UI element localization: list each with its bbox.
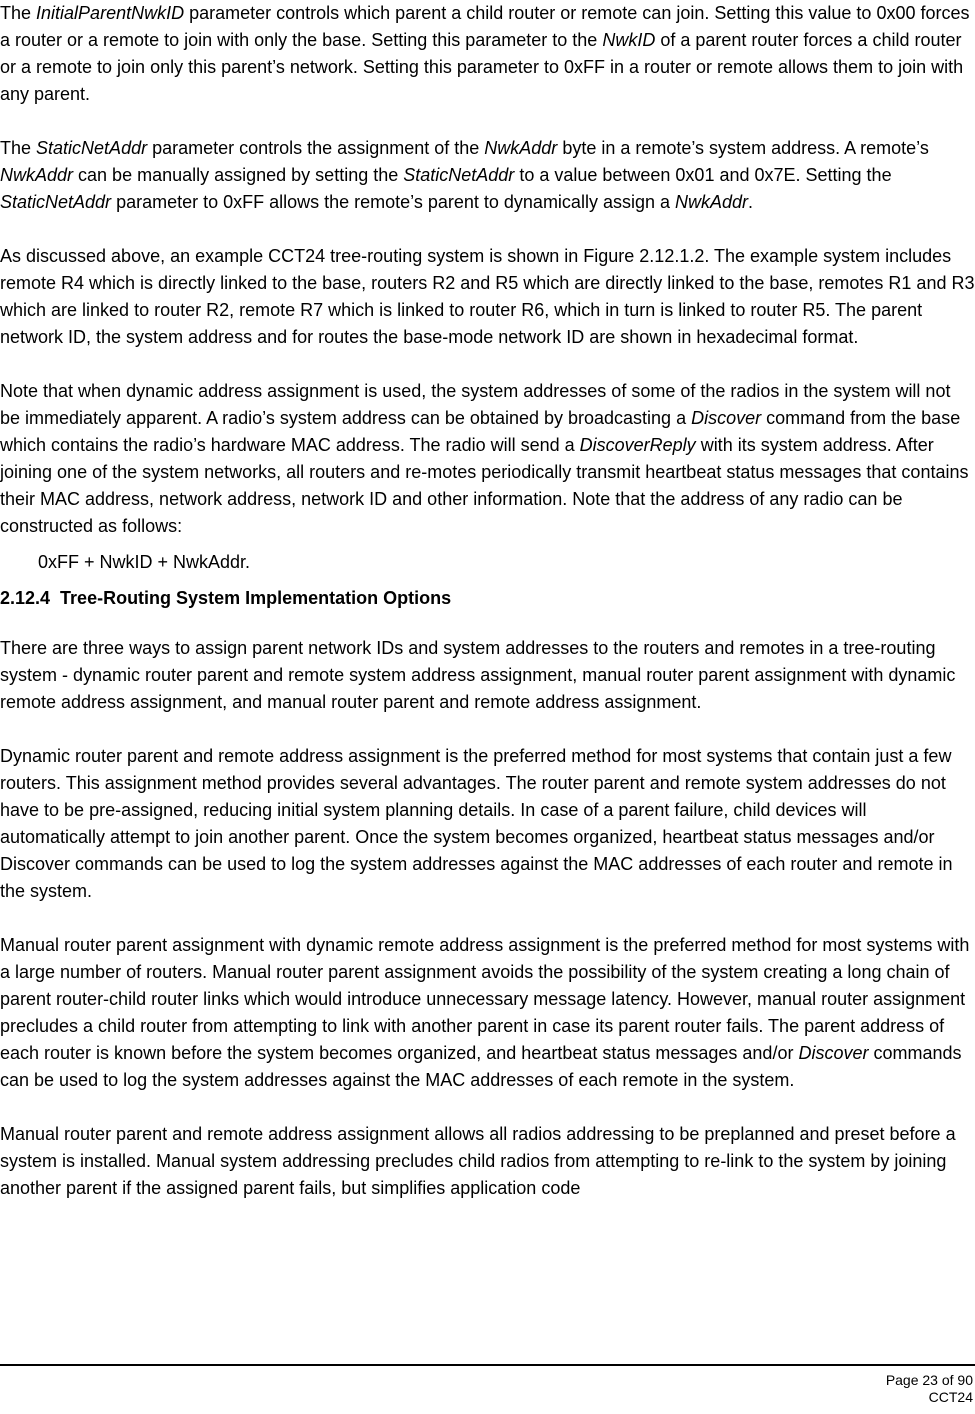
section-heading [0,585,975,612]
paragraph-manual-router-dynamic-remote: Manual router parent assignment with dynamic remote address assignment is the preferred method for most systems with a large number of routers. Manual router parent assignment avoids the possibility of the system creating a long chain of parent router-child router links which would introduce unnecessary message latency. However, manual router assignment precludes a child router from attempting to link with another parent in case its parent router fails. The parent address of each router is known before the system becomes organized, and heartbeat status messages and/or Discover commands can be used to log the system addresses against the MAC addresses of each remote in the system. [0,935,970,1090]
section-number: 2.12.4 [0,588,51,608]
paragraph-manual-router-remote: Manual router parent and remote address assignment allows all radios addressing to be preplanned and preset before a system is installed. Manual system addressing precludes child radios from attempting to re-link to the system by joining another parent if the assigned parent fails, but simplifies application code [0,1124,956,1198]
section-title: Tree-Routing System Implementation Options [60,588,452,608]
paragraph-dynamic-router: Dynamic router parent and remote address assignment is the preferred method for most systems that contain just a few routers. This assignment method provides several advantages. The router parent and remote system addresses do not have to be pre-assigned, reducing initial system planning details. In case of a parent failure, child devices will automatically attempt to join another parent. Once the system becomes organized, heartbeat status messages and/or Discover commands can be used to log the system addresses against the MAC addresses of each router and remote in the system. [0,746,953,901]
paragraph-three-ways: There are three ways to assign parent network IDs and system addresses to the routers and remotes in a tree-routing system - dynamic router parent and remote system address assignment, manual router parent assignment with dynamic remote address assignment, and manual router parent and remote address assignment. [0,638,956,712]
page-footer [886,1372,973,1406]
footer-divider [0,1364,975,1366]
document-code: CCT24 [928,1389,973,1405]
paragraph-static-net-addr: The StaticNetAddr parameter controls the assignment of the NwkAddr byte in a remote’s system address. A remote’s NwkAddr can be manually assigned by setting the StaticNetAddr to a value between 0x01 and 0x7E. Setting the StaticNetAddr parameter to 0xFF allows the remote’s parent to dynamically assign a NwkAddr. [0,138,929,212]
paragraph-dynamic-address: Note that when dynamic address assignment is used, the system addresses of some of the radios in the system will not be immediately apparent. A radio’s system address can be obtained by broadcasting a Discover command from the base which contains the radio’s hardware MAC address. The radio will send a DiscoverReply with its system address. After joining one of the system networks, all routers and re-motes periodically transmit heartbeat status messages that contains their MAC address, network address, network ID and other information. Note that the address of any radio can be constructed as follows: [0,381,969,536]
paragraph-initial-parent: The InitialParentNwkID parameter controls which parent a child router or remote can join. Setting this value to 0x00 forces a router or a remote to join with only the base. Setting this parameter to the NwkID of a parent router forces a child router or a remote to join only this parent’s network. Setting this parameter to 0xFF in a router or remote allows them to join with any parent. [0,3,970,104]
paragraph-example-system: As discussed above, an example CCT24 tree-routing system is shown in Figure 2.12.1.2. The example system includes remote R4 which is directly linked to the base, routers R2 and R5 which are directly linked to the base, remotes R1 and R3 which are linked to router R2, remote R7 which is linked to router R6, which in turn is linked to router R5. The parent network ID, the system address and for routes the base-mode network ID are shown in hexadecimal format. [0,246,975,347]
page-number: Page 23 of 90 [885,1372,973,1388]
address-formula: 0xFF + NwkID + NwkAddr. [38,552,251,572]
